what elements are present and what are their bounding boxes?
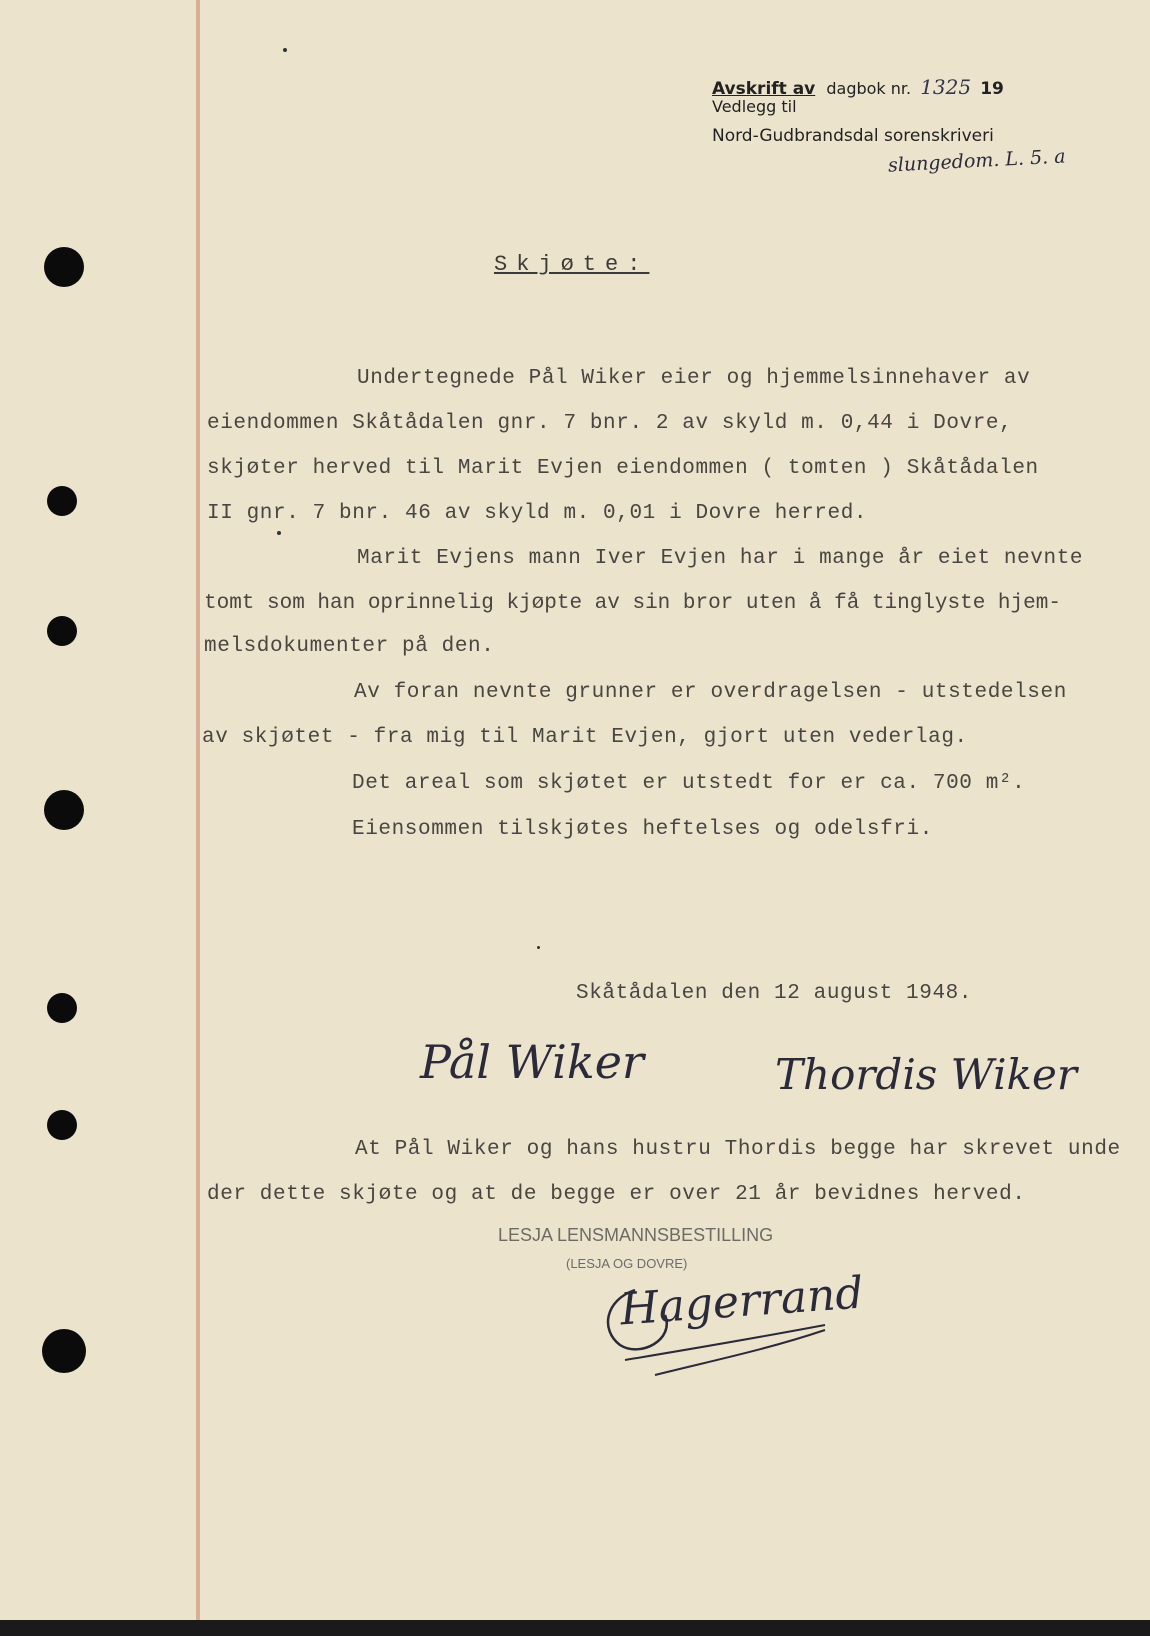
- handwritten-note: slungedom. L. 5. a: [887, 145, 1067, 177]
- punch-hole-7: [42, 1329, 86, 1373]
- body-line-3: skjøter herved til Marit Evjen eiendommen ( tomten ) Skåtådalen: [207, 457, 1039, 480]
- dagbok-label: dagbok nr.: [826, 79, 912, 98]
- stamp-line-1: LESJA LENSMANNSBESTILLING: [498, 1225, 774, 1245]
- body-line-1: Undertegnede Pål Wiker eier og hjemmelsinnehaver av: [357, 367, 1031, 390]
- body-line-10: Det areal som skjøtet er utstedt for er ca. 700 m².: [352, 772, 1026, 795]
- body-line-7: melsdokumenter på den.: [204, 635, 495, 658]
- signature-thordis-wiker: Thordis Wiker: [775, 1050, 1077, 1099]
- body-line-6: tomt som han oprinnelig kjøpte av sin bror uten å få tinglyste hjem-: [204, 592, 1061, 615]
- body-line-5: Marit Evjens mann Iver Evjen har i mange år eiet nevnte: [357, 547, 1084, 570]
- header-stamp: [712, 75, 1004, 146]
- signature-flourish: [595, 1267, 875, 1390]
- body-line-11: Eiensommen tilskjøtes heftelses og odelsfri.: [352, 818, 933, 841]
- avskrift-label: Avskrift av: [712, 79, 816, 99]
- attest-line-1: At Pål Wiker og hans hustru Thordis begge har skrevet unde: [355, 1138, 1121, 1161]
- place-date-line: Skåtådalen den 12 august 1948.: [576, 982, 973, 1005]
- speck: [277, 531, 281, 535]
- punch-hole-1: [44, 247, 84, 287]
- body-line-4: II gnr. 7 bnr. 46 av skyld m. 0,01 i Dovre herred.: [207, 502, 868, 525]
- body-line-9: av skjøtet - fra mig til Marit Evjen, gjort uten vederlag.: [202, 726, 968, 749]
- punch-hole-6: [47, 1110, 77, 1140]
- punch-hole-3: [47, 616, 77, 646]
- body-line-2: eiendommen Skåtådalen gnr. 7 bnr. 2 av skyld m. 0,44 i Dovre,: [207, 412, 1013, 435]
- punch-hole-2: [47, 486, 77, 516]
- body-line-8: Av foran nevnte grunner er overdragelsen - utstedelsen: [354, 681, 1067, 704]
- dagbok-number: 1325: [920, 75, 972, 99]
- vedlegg-label: Vedlegg til: [712, 97, 797, 116]
- dagbok-year-suffix: 19: [980, 79, 1004, 99]
- signature-pal-wiker: Pål Wiker: [420, 1035, 644, 1089]
- red-margin-line: [196, 0, 200, 1620]
- punch-hole-5: [47, 993, 77, 1023]
- document-title: Skjøte:: [494, 252, 650, 277]
- official-signature: Hagerrand: [618, 1267, 866, 1336]
- speck: [537, 946, 540, 949]
- punch-hole-4: [44, 790, 84, 830]
- scan-bottom-edge: [0, 1620, 1150, 1636]
- stamp-line-2: (LESJA OG DOVRE): [566, 1256, 688, 1271]
- speck: [283, 48, 287, 52]
- court-office-label: Nord-Gudbrandsdal sorenskriveri: [712, 126, 994, 146]
- attest-line-2: der dette skjøte og at de begge er over 21 år bevidnes herved.: [207, 1183, 1026, 1206]
